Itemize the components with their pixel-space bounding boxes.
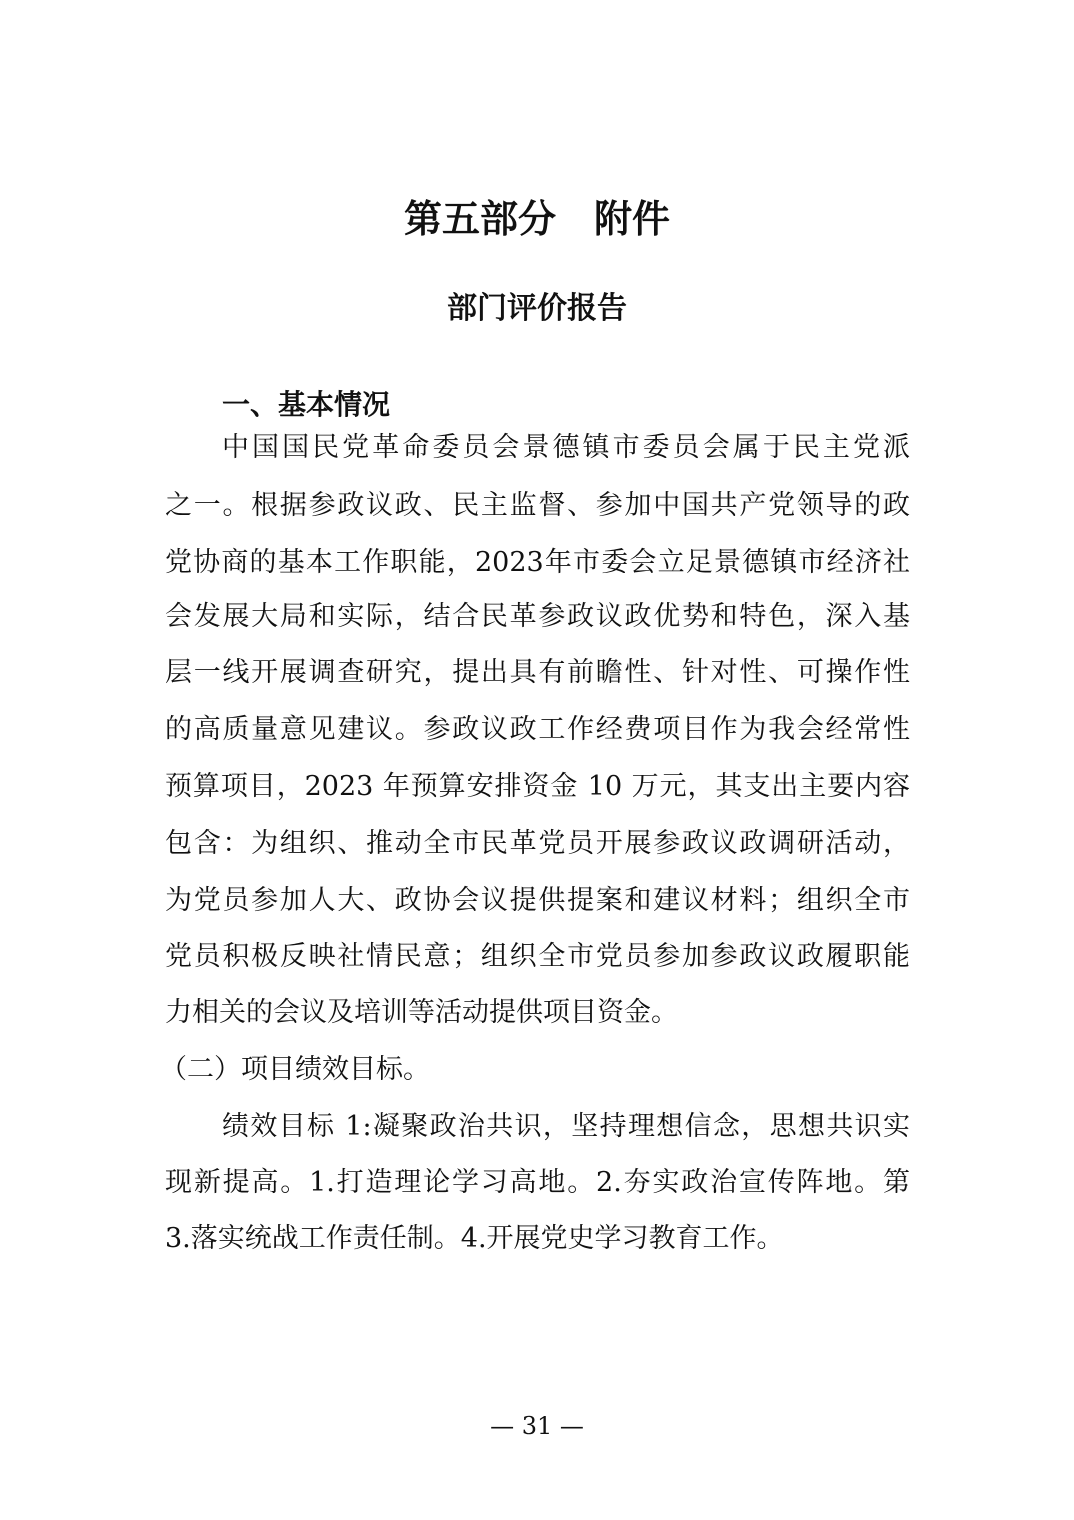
text-line: 预算项目，2023 年预算安排资金 10 万元，其支出主要内容 — [165, 771, 910, 802]
text-line: 的高质量意见建议。参政议政工作经费项目作为我会经常性 — [165, 714, 910, 745]
report-subtitle: 部门评价报告 — [447, 291, 627, 326]
page-title: 第五部分 附件 — [403, 196, 670, 241]
text-line: 绩效目标 1:凝聚政治共识，坚持理想信念，思想共识实 — [222, 1111, 910, 1142]
text-line: 为党员参加人大、政协会议提供提案和建议材料；组织全市 — [165, 885, 910, 916]
subsection-heading-performance-goals: （二）项目绩效目标。 — [160, 1054, 430, 1085]
section-heading-basic-info: 一、基本情况 — [222, 388, 391, 421]
text-line: 党协商的基本工作职能，2023年市委会立足景德镇市经济社 — [165, 547, 910, 578]
text-line: 力相关的会议及培训等活动提供项目资金。 — [165, 997, 678, 1028]
text-line: 层一线开展调查研究，提出具有前瞻性、针对性、可操作性 — [165, 657, 910, 688]
text-line: 之一。根据参政议政、民主监督、参加中国共产党领导的政 — [165, 490, 910, 521]
text-line: 3.落实统战工作责任制。4.开展党史学习教育工作。 — [165, 1223, 784, 1254]
text-line: 党员积极反映社情民意；组织全市党员参加参政议政履职能 — [165, 941, 910, 972]
text-line: 包含：为组织、推动全市民革党员开展参政议政调研活动， — [165, 828, 910, 859]
page-number: — 31 — — [490, 1412, 584, 1440]
text-line: 中国国民党革命委员会景德镇市委员会属于民主党派 — [222, 432, 910, 463]
text-line: 现新提高。1.打造理论学习高地。2.夯实政治宣传阵地。第 — [165, 1167, 910, 1198]
text-line: 会发展大局和实际，结合民革参政议政优势和特色，深入基 — [165, 601, 910, 632]
